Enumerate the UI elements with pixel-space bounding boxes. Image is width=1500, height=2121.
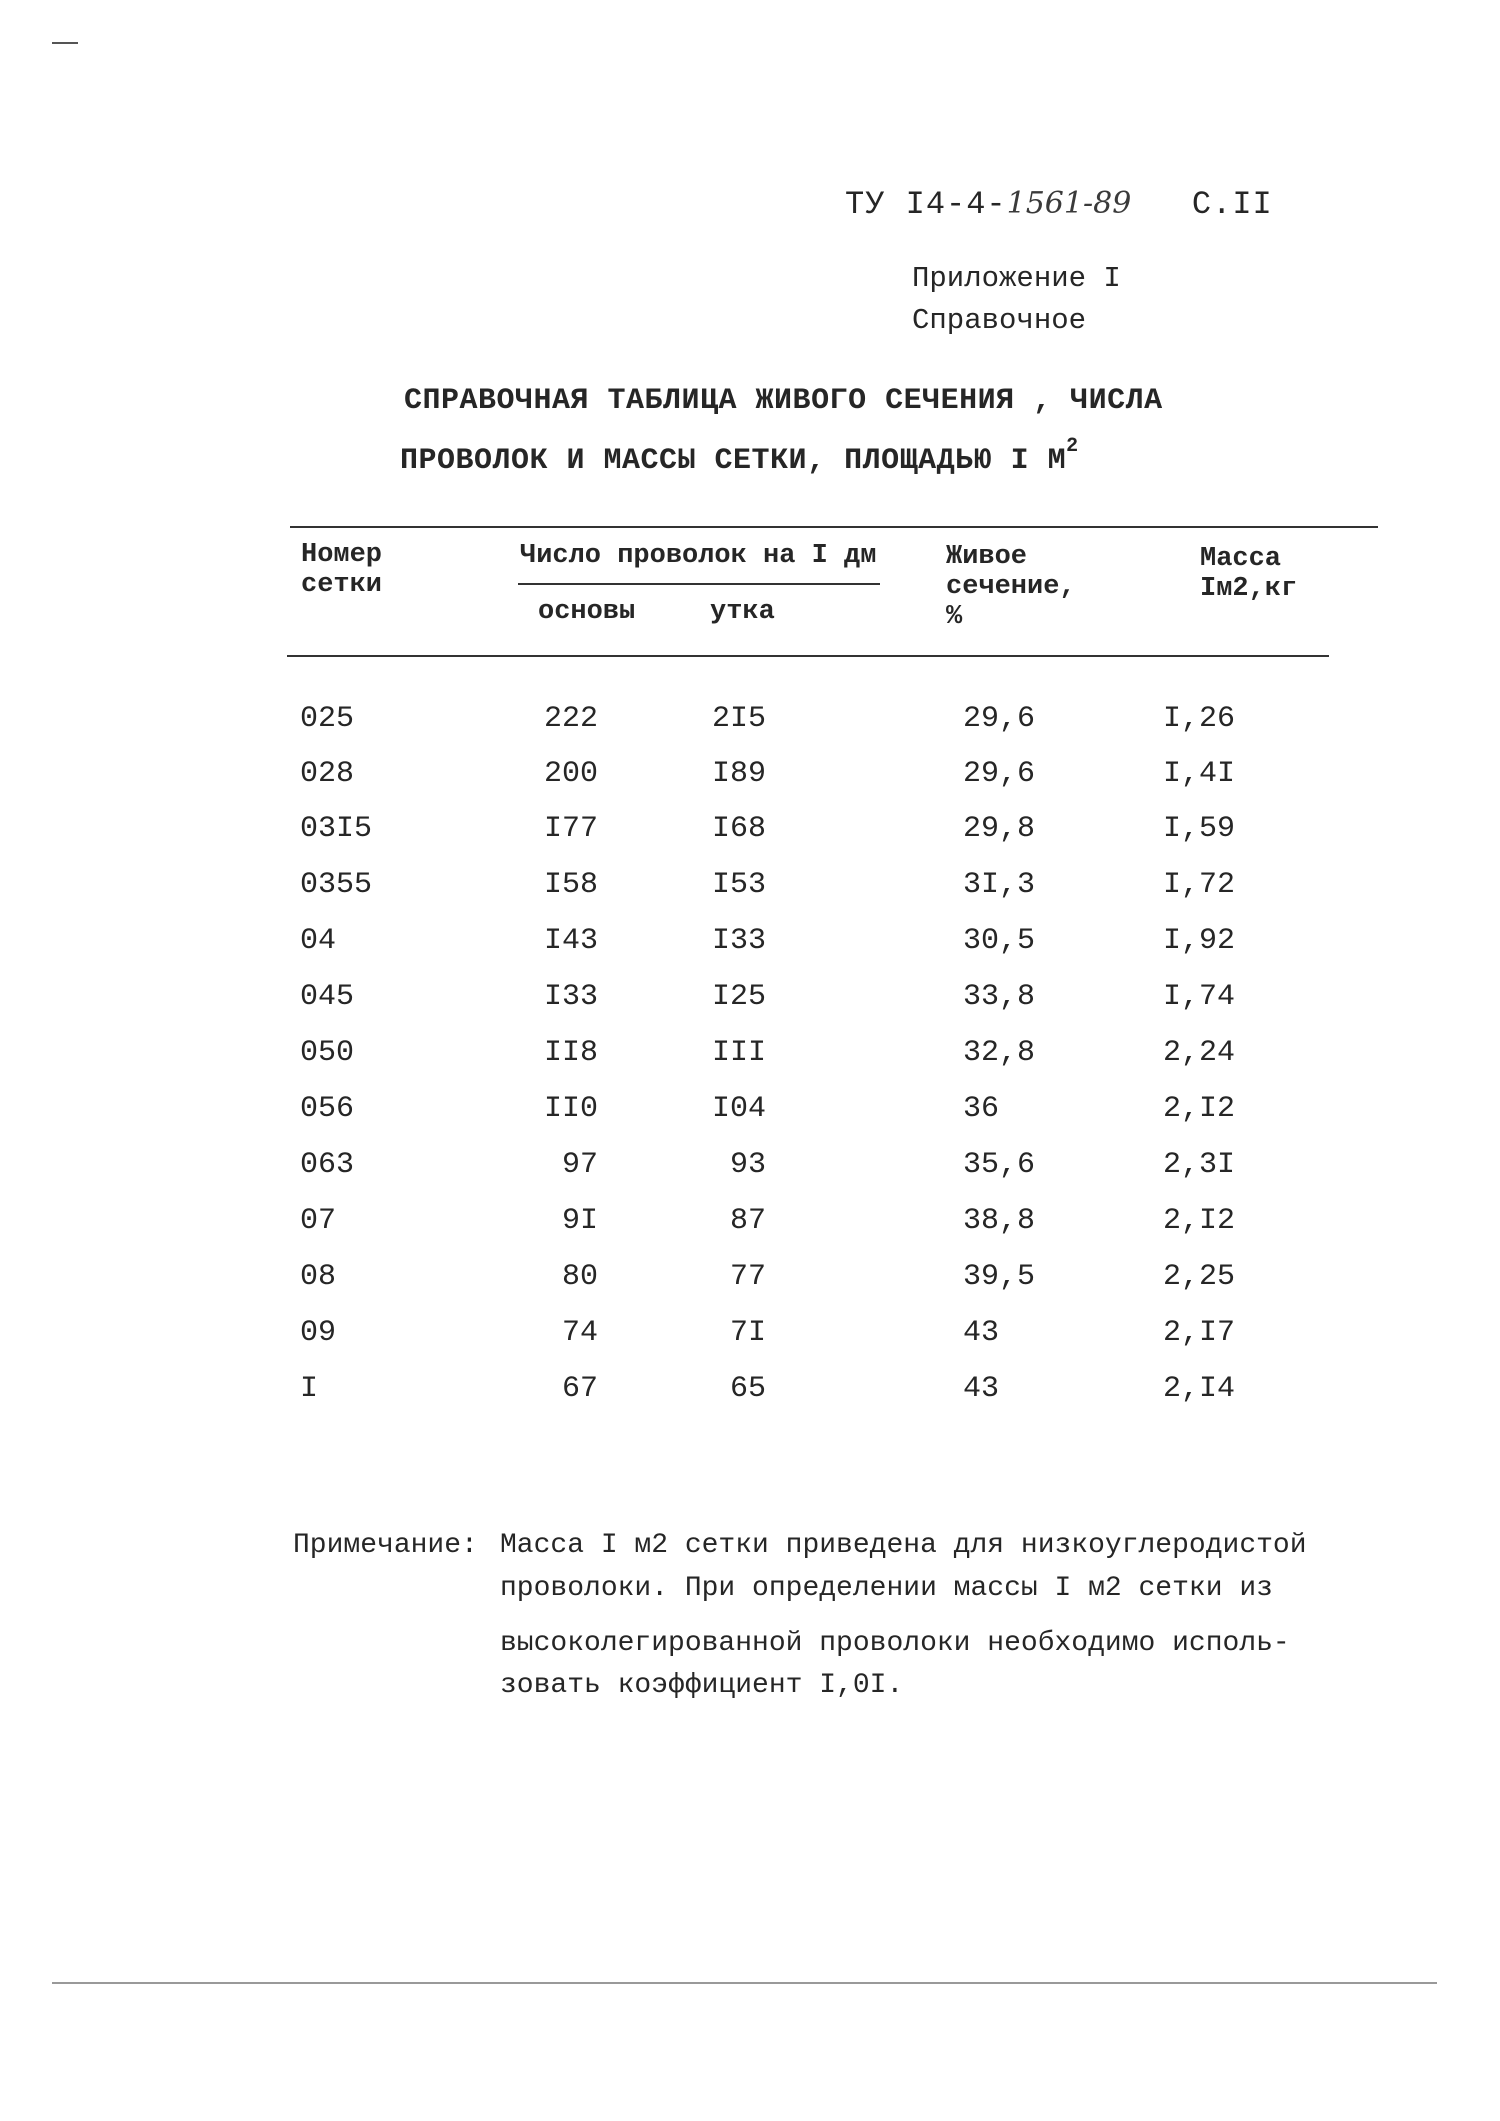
table-row xyxy=(0,1372,1500,1422)
cell-weft: 77 xyxy=(729,1260,766,1294)
cell-weft: I25 xyxy=(711,980,766,1014)
cell-open-area: 43 xyxy=(963,1372,1000,1406)
cell-mesh-number: 028 xyxy=(300,757,355,791)
cell-mesh-number: 050 xyxy=(300,1036,355,1070)
note-line: высоколегированной проволоки необходимо исполь- xyxy=(500,1628,1290,1659)
cell-open-area: 32,8 xyxy=(963,1036,1036,1070)
cell-mass: I,26 xyxy=(1163,702,1236,736)
cell-weft: 65 xyxy=(729,1372,766,1406)
cell-warp: 97 xyxy=(561,1148,598,1182)
cell-mass: 2,3I xyxy=(1163,1148,1236,1182)
cell-warp: I77 xyxy=(543,812,598,846)
cell-mesh-number: 08 xyxy=(300,1260,337,1294)
cell-weft: I68 xyxy=(711,812,766,846)
header-mesh-number: Номер сетки xyxy=(301,540,383,600)
table-title-superscript: 2 xyxy=(1066,435,1079,458)
cell-open-area: 39,5 xyxy=(963,1260,1036,1294)
table-row xyxy=(0,924,1500,974)
header-warp: основы xyxy=(538,597,636,627)
note-line: проволоки. При определении массы I м2 сетки из xyxy=(500,1573,1273,1604)
cell-warp: II8 xyxy=(543,1036,598,1070)
table-top-rule xyxy=(290,526,1378,528)
appendix-label: Приложение I xyxy=(912,262,1121,295)
document-code xyxy=(845,186,1273,223)
document-code-handwritten: 1561-89 xyxy=(1006,186,1132,221)
table-row xyxy=(0,868,1500,918)
cell-mesh-number: 056 xyxy=(300,1092,355,1126)
document-code-prefix: ТУ I4-4- xyxy=(845,186,1007,223)
cell-warp: II0 xyxy=(543,1092,598,1126)
cell-mass: 2,I2 xyxy=(1163,1204,1236,1238)
header-weft: утка xyxy=(710,597,775,627)
table-row xyxy=(0,702,1500,752)
cell-weft: III xyxy=(711,1036,766,1070)
table-title-line-2-text: ПРОВОЛОК И МАССЫ СЕТКИ, ПЛОЩАДЬЮ I М xyxy=(400,444,1067,478)
cell-warp: I43 xyxy=(543,924,598,958)
cell-mass: 2,I7 xyxy=(1163,1316,1236,1350)
table-row xyxy=(0,1148,1500,1198)
table-row xyxy=(0,980,1500,1030)
cell-open-area: 3I,3 xyxy=(963,868,1036,902)
cell-warp: 74 xyxy=(561,1316,598,1350)
table-row xyxy=(0,1092,1500,1142)
cell-mesh-number: 07 xyxy=(300,1204,337,1238)
table-row xyxy=(0,1316,1500,1366)
cell-mass: I,74 xyxy=(1163,980,1236,1014)
note-line: зовать коэффициент I,0I. xyxy=(500,1670,904,1701)
cell-open-area: 33,8 xyxy=(963,980,1036,1014)
header-sub-rule xyxy=(518,583,880,585)
header-mass: Масса Iм2,кг xyxy=(1200,544,1298,604)
table-row xyxy=(0,1260,1500,1310)
cell-weft: 93 xyxy=(729,1148,766,1182)
cell-warp: 222 xyxy=(543,702,598,736)
cell-mesh-number: 063 xyxy=(300,1148,355,1182)
cell-mesh-number: I xyxy=(300,1372,319,1406)
cell-mass: 2,I2 xyxy=(1163,1092,1236,1126)
cell-warp: 80 xyxy=(561,1260,598,1294)
cell-warp: I33 xyxy=(543,980,598,1014)
cell-open-area: 29,8 xyxy=(963,812,1036,846)
note-line: Масса I м2 сетки приведена для низкоуглеродистой xyxy=(500,1530,1307,1561)
scan-mark xyxy=(52,42,78,44)
cell-weft: 2I5 xyxy=(711,702,766,736)
table-title-line-1: СПРАВОЧНАЯ ТАБЛИЦА ЖИВОГО СЕЧЕНИЯ , ЧИСЛА xyxy=(404,384,1163,418)
cell-open-area: 43 xyxy=(963,1316,1000,1350)
cell-open-area: 29,6 xyxy=(963,757,1036,791)
cell-weft: 7I xyxy=(729,1316,766,1350)
cell-mass: I,4I xyxy=(1163,757,1236,791)
header-open-area: Живое сечение, % xyxy=(946,542,1076,632)
table-row xyxy=(0,812,1500,862)
cell-mass: 2,24 xyxy=(1163,1036,1236,1070)
cell-warp: 67 xyxy=(561,1372,598,1406)
cell-weft: I04 xyxy=(711,1092,766,1126)
cell-weft: I89 xyxy=(711,757,766,791)
cell-mesh-number: 04 xyxy=(300,924,337,958)
cell-weft: I33 xyxy=(711,924,766,958)
cell-mesh-number: 025 xyxy=(300,702,355,736)
cell-mesh-number: 0355 xyxy=(300,868,373,902)
cell-warp: 200 xyxy=(543,757,598,791)
cell-mesh-number: 03I5 xyxy=(300,812,373,846)
cell-open-area: 38,8 xyxy=(963,1204,1036,1238)
table-row xyxy=(0,1036,1500,1086)
cell-open-area: 36 xyxy=(963,1092,1000,1126)
cell-mesh-number: 09 xyxy=(300,1316,337,1350)
cell-warp: I58 xyxy=(543,868,598,902)
header-wires-per-dm: Число проволок на I дм xyxy=(520,541,877,571)
page-reference: С.II xyxy=(1191,186,1273,223)
note-label: Примечание: xyxy=(293,1530,478,1561)
table-title-line-2 xyxy=(400,435,1079,478)
cell-open-area: 30,5 xyxy=(963,924,1036,958)
cell-mass: I,92 xyxy=(1163,924,1236,958)
cell-weft: 87 xyxy=(729,1204,766,1238)
cell-open-area: 35,6 xyxy=(963,1148,1036,1182)
cell-mass: 2,I4 xyxy=(1163,1372,1236,1406)
table-header-bottom-rule xyxy=(287,655,1329,657)
table-row xyxy=(0,1204,1500,1254)
cell-open-area: 29,6 xyxy=(963,702,1036,736)
appendix-type: Справочное xyxy=(912,304,1087,337)
cell-mesh-number: 045 xyxy=(300,980,355,1014)
page-bottom-rule xyxy=(52,1982,1437,1984)
cell-mass: 2,25 xyxy=(1163,1260,1236,1294)
cell-weft: I53 xyxy=(711,868,766,902)
table-row xyxy=(0,757,1500,807)
cell-warp: 9I xyxy=(561,1204,598,1238)
cell-mass: I,59 xyxy=(1163,812,1236,846)
cell-mass: I,72 xyxy=(1163,868,1236,902)
